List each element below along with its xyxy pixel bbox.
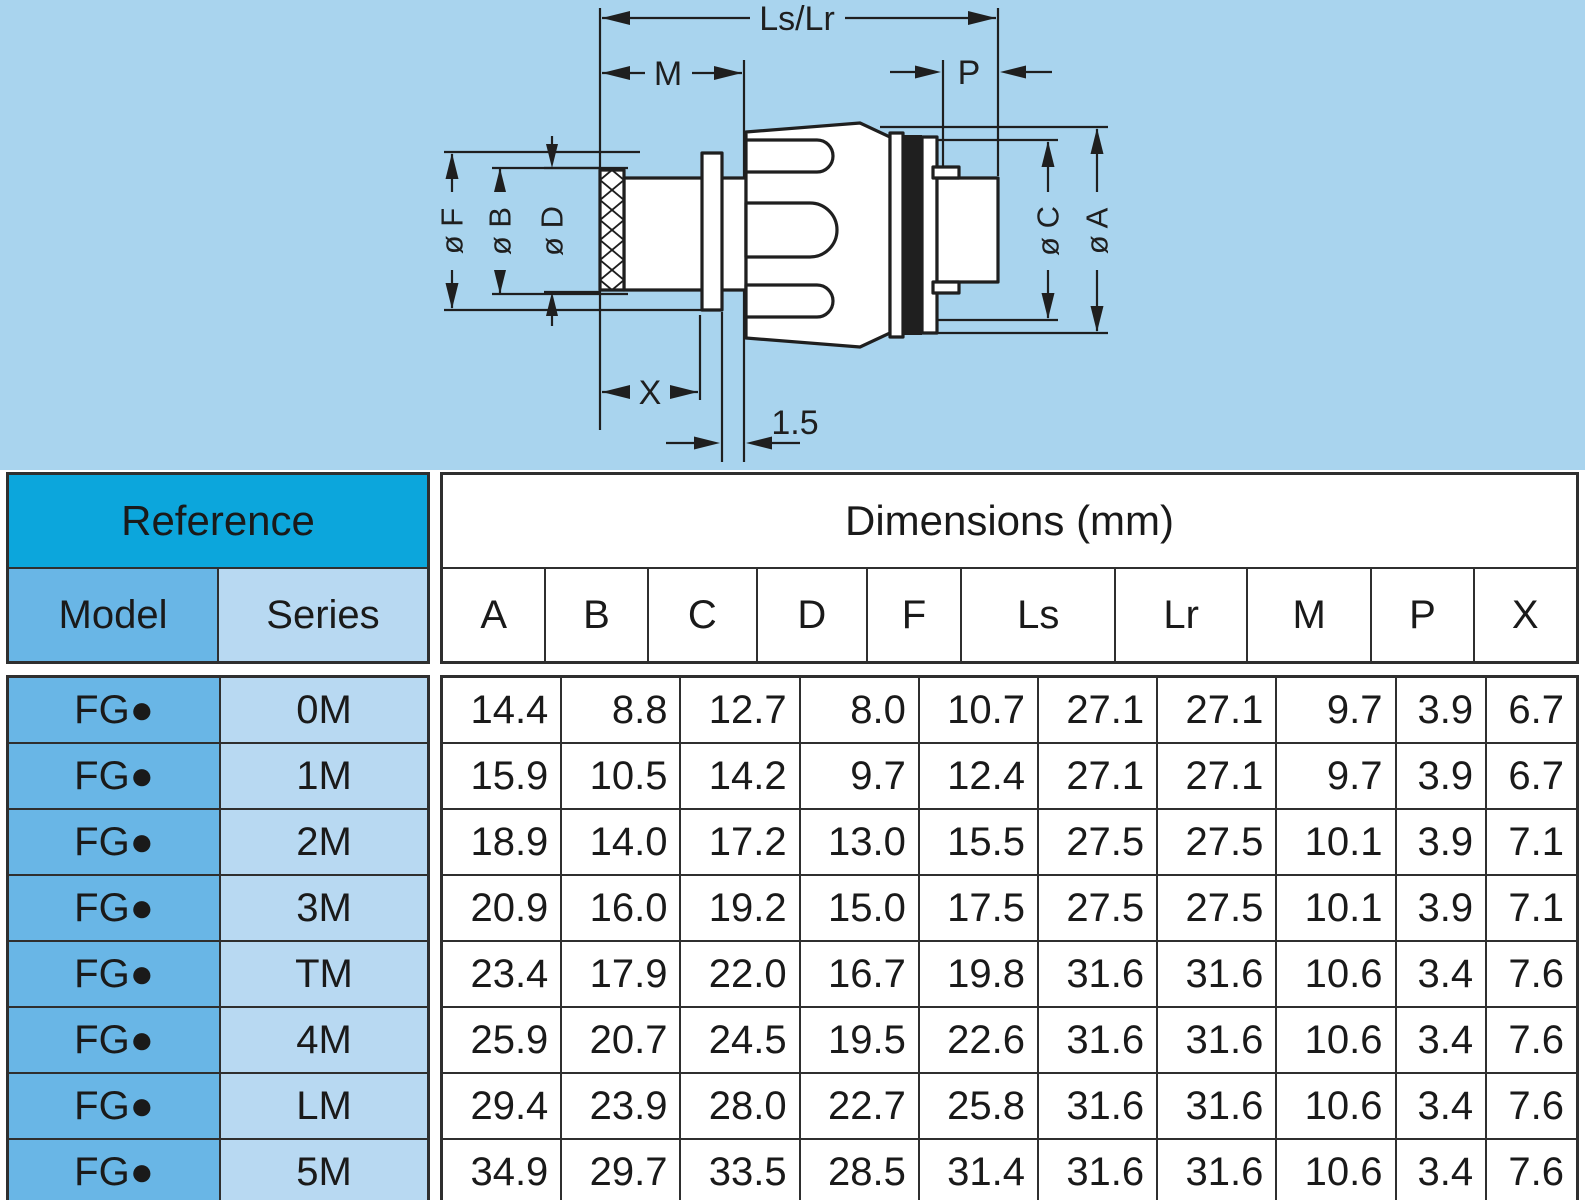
value-cell: 31.6 [1157,941,1276,1007]
key-tab-bottom [933,282,959,293]
table-row [442,743,1578,809]
series-cell: 1M [220,743,429,809]
value-cell: 18.9 [442,809,562,875]
dim-label-ls-lr: Ls/Lr [759,0,835,38]
color-band [903,135,922,335]
table-row [442,809,1578,875]
value-cell: 17.5 [919,875,1038,941]
table-data-row [6,675,1579,1200]
table-row [442,1073,1578,1139]
value-cell: 15.5 [919,809,1038,875]
value-cell: 19.5 [800,1007,919,1073]
value-cell: 22.0 [680,941,799,1007]
value-cell: 25.8 [919,1073,1038,1139]
value-cell: 7.6 [1486,1073,1577,1139]
nut-slot-top [746,140,833,172]
series-cell: 0M [220,677,429,744]
model-column-header: Model [8,568,219,663]
connector-technical-drawing [0,0,1585,470]
value-cell: 27.1 [1038,677,1157,744]
value-cell: 3.4 [1396,941,1487,1007]
table-row [442,875,1578,941]
value-cell: 10.6 [1276,941,1395,1007]
series-cell: LM [220,1073,429,1139]
value-cell: 29.7 [561,1139,680,1200]
value-cell: 9.7 [1276,743,1395,809]
column-header-a: A [442,568,546,663]
value-cell: 10.7 [919,677,1038,744]
series-cell: 4M [220,1007,429,1073]
series-cell: TM [220,941,429,1007]
rear-insert [937,178,998,282]
model-cell: FG● [8,941,221,1007]
column-header-x: X [1474,568,1578,663]
value-cell: 6.7 [1486,677,1577,744]
value-cell: 31.6 [1157,1073,1276,1139]
series-cell: 2M [220,809,429,875]
value-cell: 23.9 [561,1073,680,1139]
column-header-d: D [757,568,867,663]
value-cell: 14.4 [442,677,562,744]
value-cell: 28.5 [800,1139,919,1200]
value-cell: 22.7 [800,1073,919,1139]
dim-label-m: M [653,55,683,93]
reference-header: Reference [8,474,429,569]
column-header-p: P [1371,568,1473,663]
value-cell: 3.4 [1396,1139,1487,1200]
value-cell: 25.9 [442,1007,562,1073]
value-cell: 19.8 [919,941,1038,1007]
value-cell: 31.4 [919,1139,1038,1200]
series-column-header: Series [218,568,429,663]
table-row [8,1139,429,1200]
value-cell: 20.7 [561,1007,680,1073]
model-cell: FG● [8,743,221,809]
value-cell: 13.0 [800,809,919,875]
value-cell: 10.1 [1276,875,1395,941]
value-cell: 27.1 [1157,743,1276,809]
drawing-section [0,0,1585,470]
column-header-m: M [1247,568,1371,663]
column-header-ls: Ls [961,568,1115,663]
value-cell: 31.6 [1038,941,1157,1007]
dimensions-table-section [0,470,1585,1200]
value-cell: 27.5 [1038,875,1157,941]
table-row [8,941,429,1007]
value-cell: 3.9 [1396,743,1487,809]
column-header-c: C [648,568,758,663]
dimensions-header-table [440,472,1579,664]
value-cell: 23.4 [442,941,562,1007]
value-cell: 7.1 [1486,875,1577,941]
value-cell: 3.4 [1396,1007,1487,1073]
value-cell: 31.6 [1038,1007,1157,1073]
value-cell: 16.7 [800,941,919,1007]
dim-label-dia-a: ø A [1079,207,1115,255]
value-cell: 15.9 [442,743,562,809]
value-cell: 31.6 [1157,1139,1276,1200]
value-cell: 3.4 [1396,1073,1487,1139]
dim-label-1-5: 1.5 [771,404,819,442]
table-row [442,941,1578,1007]
series-cell: 3M [220,875,429,941]
value-cell: 31.6 [1038,1139,1157,1200]
value-cell: 8.0 [800,677,919,744]
table-row [442,1007,1578,1073]
value-cell: 6.7 [1486,743,1577,809]
value-cell: 15.0 [800,875,919,941]
table-row [442,677,1578,744]
value-cell: 14.0 [561,809,680,875]
dim-label-dia-c: ø C [1030,206,1066,256]
value-cell: 3.9 [1396,809,1487,875]
dim-label-dia-d: ø D [534,206,570,256]
value-cell: 12.7 [680,677,799,744]
value-cell: 17.9 [561,941,680,1007]
value-cell: 3.9 [1396,875,1487,941]
value-cell: 29.4 [442,1073,562,1139]
reference-data-table [6,675,430,1200]
value-cell: 24.5 [680,1007,799,1073]
value-cell: 27.1 [1038,743,1157,809]
value-cell: 34.9 [442,1139,562,1200]
dim-label-dia-f: ø F [434,207,470,255]
dim-label-x: X [638,374,662,412]
value-cell: 10.6 [1276,1007,1395,1073]
value-cell: 7.6 [1486,941,1577,1007]
model-cell: FG● [8,1139,221,1200]
table-row [442,1139,1578,1200]
table-row [8,743,429,809]
value-cell: 8.8 [561,677,680,744]
value-cell: 9.7 [800,743,919,809]
table-header-row [6,472,1579,664]
value-cell: 10.1 [1276,809,1395,875]
value-cell: 7.1 [1486,809,1577,875]
model-cell: FG● [8,1007,221,1073]
value-cell: 17.2 [680,809,799,875]
model-cell: FG● [8,1073,221,1139]
model-cell: FG● [8,809,221,875]
values-data-table [440,675,1579,1200]
value-cell: 20.9 [442,875,562,941]
dim-label-dia-b: ø B [482,206,518,256]
model-cell: FG● [8,875,221,941]
value-cell: 27.5 [1157,809,1276,875]
value-cell: 19.2 [680,875,799,941]
column-header-f: F [867,568,962,663]
value-cell: 9.7 [1276,677,1395,744]
nut-slot-bottom [746,285,833,317]
front-barrel [624,178,746,290]
value-cell: 14.2 [680,743,799,809]
value-cell: 7.6 [1486,1007,1577,1073]
value-cell: 28.0 [680,1073,799,1139]
value-cell: 7.6 [1486,1139,1577,1200]
table-row [8,677,429,744]
table-row [8,809,429,875]
model-cell: FG● [8,677,221,744]
value-cell: 27.5 [1157,875,1276,941]
series-cell: 5M [220,1139,429,1200]
value-cell: 31.6 [1038,1073,1157,1139]
panel-washer [702,153,722,310]
column-header-lr: Lr [1115,568,1247,663]
table-row [8,1073,429,1139]
table-row [8,875,429,941]
value-cell: 27.5 [1038,809,1157,875]
column-header-b: B [545,568,647,663]
value-cell: 22.6 [919,1007,1038,1073]
value-cell: 3.9 [1396,677,1487,744]
value-cell: 27.1 [1157,677,1276,744]
value-cell: 10.5 [561,743,680,809]
reference-header-table [6,472,430,664]
key-tab-top [933,167,959,178]
value-cell: 31.6 [1157,1007,1276,1073]
dim-label-p: P [957,54,981,92]
dimensions-header: Dimensions (mm) [442,474,1578,569]
value-cell: 16.0 [561,875,680,941]
table-row [8,1007,429,1073]
nut-slot-middle [746,203,837,257]
body-ring [890,133,903,337]
value-cell: 12.4 [919,743,1038,809]
value-cell: 10.6 [1276,1073,1395,1139]
value-cell: 33.5 [680,1139,799,1200]
value-cell: 10.6 [1276,1139,1395,1200]
